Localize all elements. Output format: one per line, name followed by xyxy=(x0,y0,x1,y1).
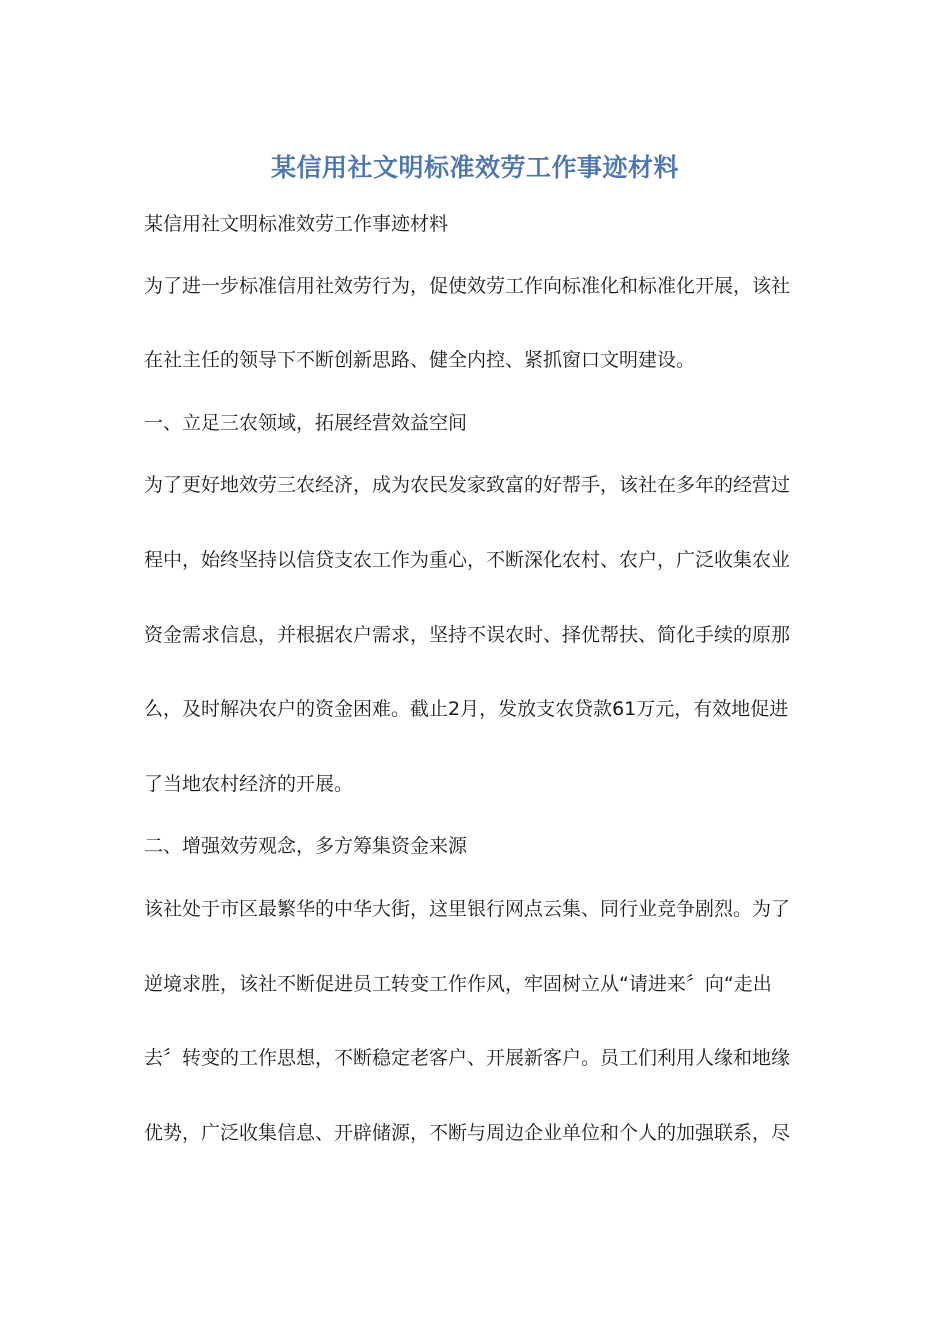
section-heading-2: 二、增强效劳观念，多方筹集资金来源 xyxy=(144,835,468,857)
body-line: 为了进一步标准信用社效劳行为，促使效劳工作向标准化和标准化开展，该社 xyxy=(144,275,791,297)
section-heading-1: 一、立足三农领域，拓展经营效益空间 xyxy=(144,412,468,434)
body-line: 为了更好地效劳三农经济，成为农民发家致富的好帮手，该社在多年的经营过 xyxy=(144,474,791,496)
body-line: 资金需求信息，并根据农户需求，坚持不误农时、择优帮扶、简化手续的原那 xyxy=(144,624,791,646)
body-line: 了当地农村经济的开展。 xyxy=(144,773,354,795)
body-line: 程中，始终坚持以信贷支农工作为重心，不断深化农村、农户，广泛收集农业 xyxy=(144,549,791,571)
body-line: 逆境求胜，该社不断促进员工转变工作作风，牢固树立从“请进来〞向“走出 xyxy=(144,973,772,995)
body-line: 去〞转变的工作思想，不断稳定老客户、开展新客户。员工们利用人缘和地缘 xyxy=(144,1047,791,1069)
body-line: 么，及时解决农户的资金困难。截止2月，发放支农贷款61万元，有效地促进 xyxy=(144,698,789,720)
document-title: 某信用社文明标准效劳工作事迹材料 xyxy=(270,153,679,182)
body-line: 该社处于市区最繁华的中华大街，这里银行网点云集、同行业竞争剧烈。为了 xyxy=(144,898,791,920)
subtitle-line: 某信用社文明标准效劳工作事迹材料 xyxy=(144,213,449,235)
body-line: 优势，广泛收集信息、开辟储源，不断与周边企业单位和个人的加强联系，尽 xyxy=(144,1122,791,1144)
body-line: 在社主任的领导下不断创新思路、健全内控、紧抓窗口文明建设。 xyxy=(144,349,696,371)
